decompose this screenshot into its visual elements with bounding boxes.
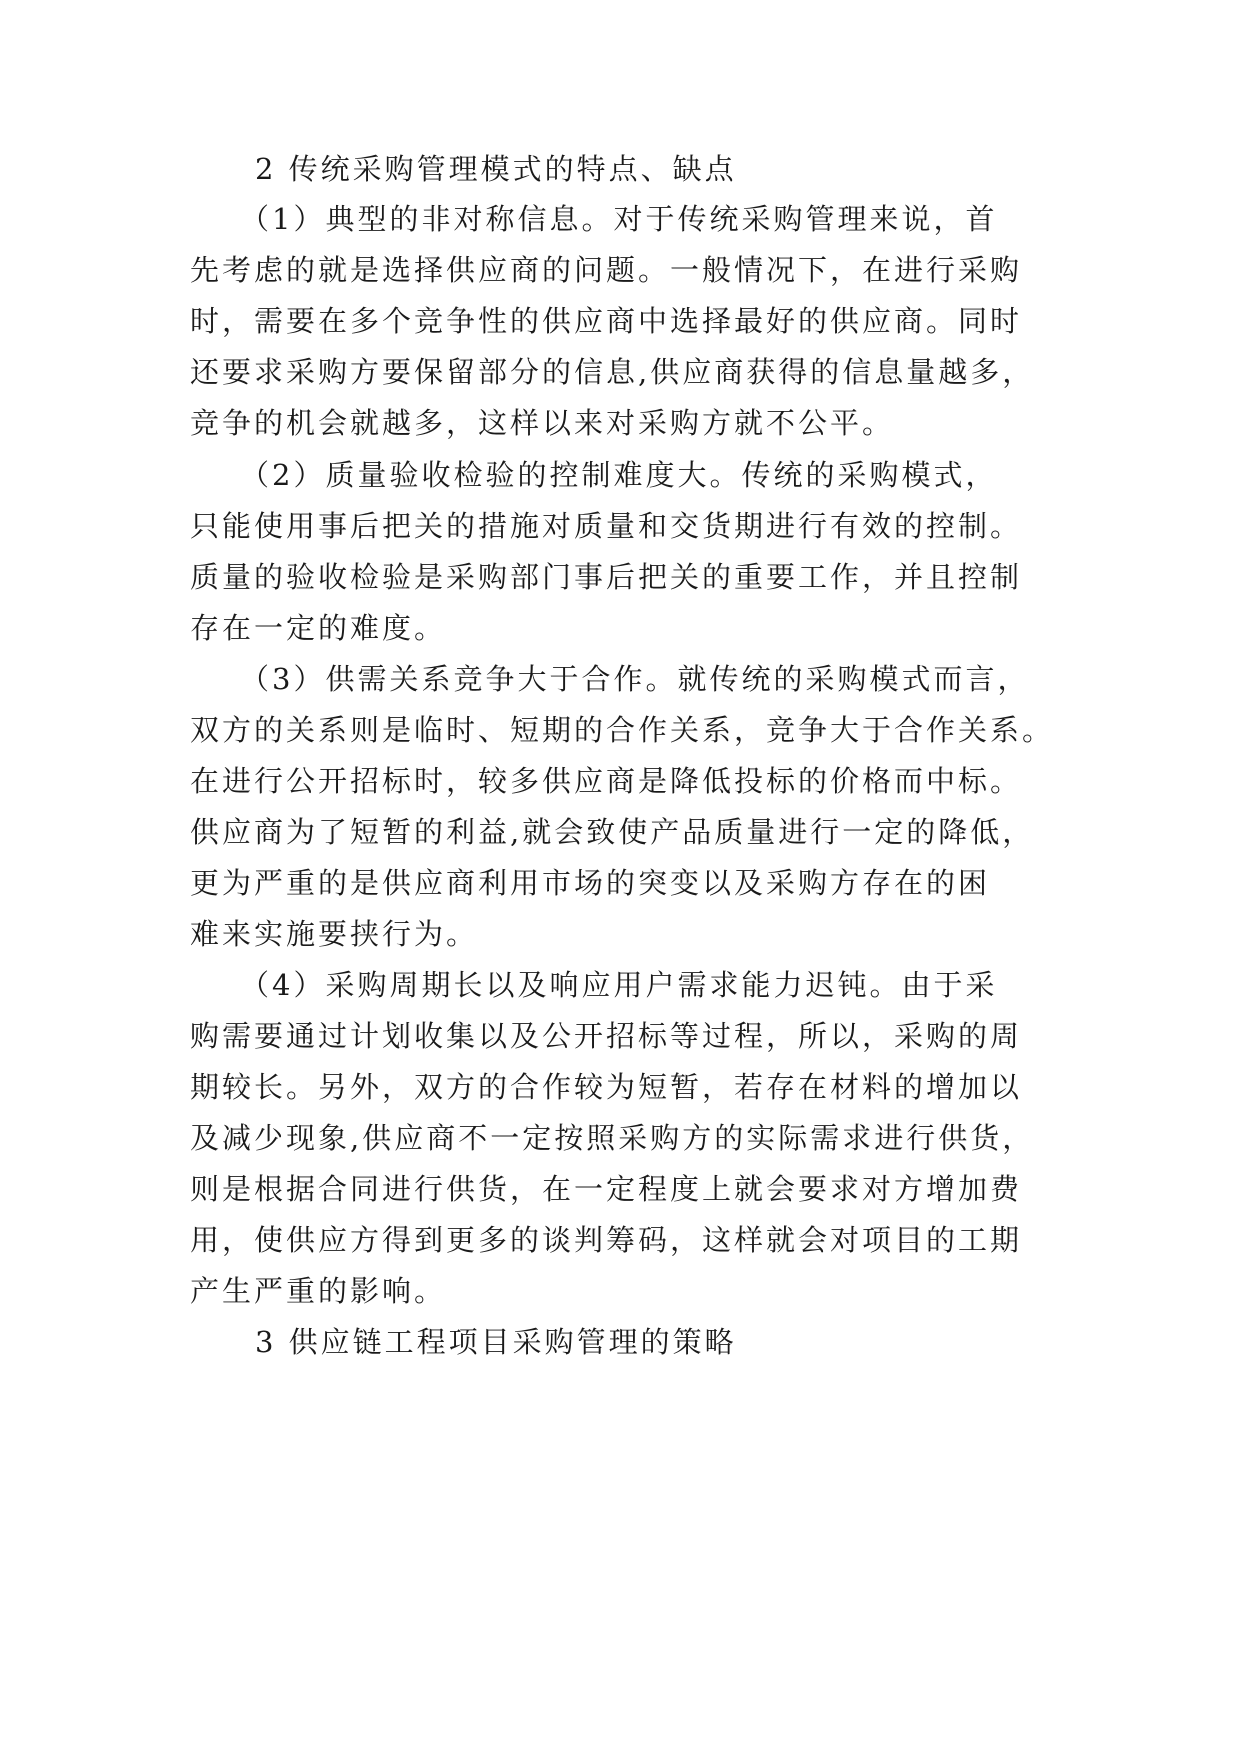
paragraph-2-line-2: 只能使用事后把关的措施对质量和交货期进行有效的控制。 xyxy=(190,509,1023,543)
paragraph-4-line-3: 期较长。另外，双方的合作较为短暂，若存在材料的增加以 xyxy=(190,1070,1023,1104)
paragraph-3-line-1: （3）供需关系竞争大于合作。就传统的采购模式而言， xyxy=(240,662,1030,696)
paragraph-4-line-5: 则是根据合同进行供货，在一定程度上就会要求对方增加费 xyxy=(190,1172,1023,1206)
paragraph-4-line-6: 用，使供应方得到更多的谈判筹码，这样就会对项目的工期 xyxy=(190,1223,1023,1257)
paragraph-3-line-4: 供应商为了短暂的利益,就会致使产品质量进行一定的降低， xyxy=(190,815,1035,849)
section-heading-2: 2 传统采购管理模式的特点、缺点 xyxy=(255,152,737,186)
section-heading-3: 3 供应链工程项目采购管理的策略 xyxy=(255,1325,737,1359)
paragraph-4-line-7: 产生严重的影响。 xyxy=(190,1274,447,1308)
paragraph-3-line-2: 双方的关系则是临时、短期的合作关系，竞争大于合作关系。 xyxy=(190,713,1055,747)
paragraph-4-line-4: 及减少现象,供应商不一定按照采购方的实际需求进行供货， xyxy=(190,1121,1035,1155)
paragraph-2-line-4: 存在一定的难度。 xyxy=(190,611,447,645)
paragraph-2-line-3: 质量的验收检验是采购部门事后把关的重要工作，并且控制 xyxy=(190,560,1023,594)
paragraph-3-line-3: 在进行公开招标时，较多供应商是降低投标的价格而中标。 xyxy=(190,764,1023,798)
paragraph-1-line-4: 还要求采购方要保留部分的信息,供应商获得的信息量越多， xyxy=(190,355,1035,389)
paragraph-1-line-3: 时，需要在多个竞争性的供应商中选择最好的供应商。同时 xyxy=(190,304,1023,338)
paragraph-2-line-1: （2）质量验收检验的控制难度大。传统的采购模式， xyxy=(240,458,998,492)
paragraph-4-line-2: 购需要通过计划收集以及公开招标等过程，所以，采购的周 xyxy=(190,1019,1023,1053)
paragraph-3-line-5: 更为严重的是供应商利用市场的突变以及采购方存在的困 xyxy=(190,866,991,900)
paragraph-1-line-2: 先考虑的就是选择供应商的问题。一般情况下，在进行采购 xyxy=(190,253,1023,287)
paragraph-1-line-5: 竞争的机会就越多，这样以来对采购方就不公平。 xyxy=(190,406,895,440)
paragraph-1-line-1: （1）典型的非对称信息。对于传统采购管理来说，首 xyxy=(240,202,998,236)
paragraph-4-line-1: （4）采购周期长以及响应用户需求能力迟钝。由于采 xyxy=(240,968,998,1002)
paragraph-3-line-6: 难来实施要挟行为。 xyxy=(190,917,479,951)
